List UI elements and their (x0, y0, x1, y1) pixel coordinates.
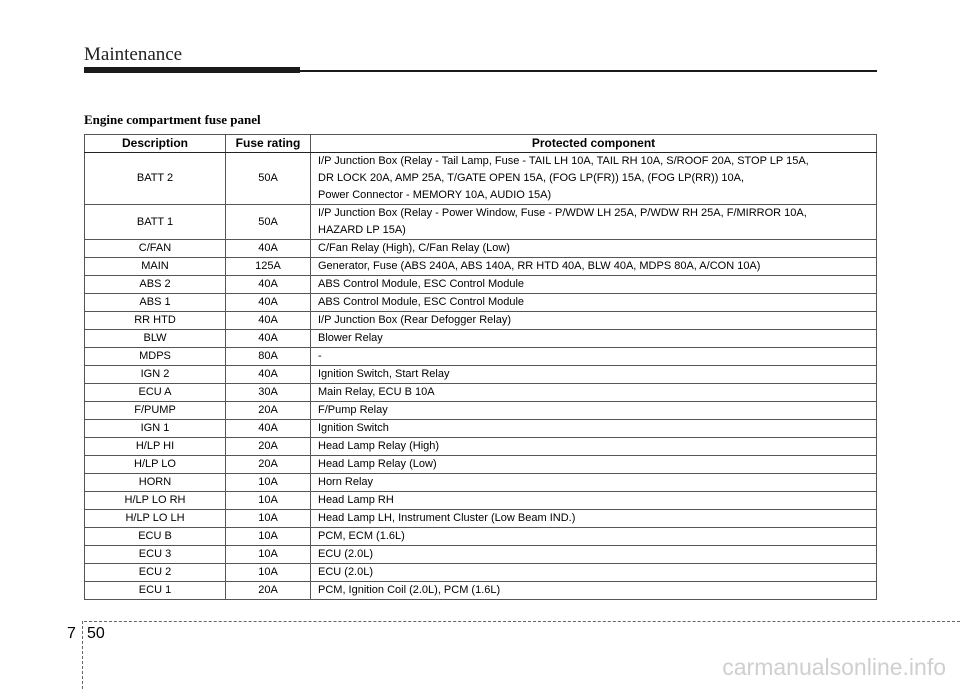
protected-component (311, 205, 877, 240)
fuse-description: IGN 2 (85, 366, 226, 384)
table-row (85, 276, 877, 294)
page-number: 50 (87, 625, 105, 642)
table-row (85, 153, 877, 205)
table-row (85, 402, 877, 420)
protected-component (311, 582, 877, 600)
protected-component-line: I/P Junction Box (Relay - Tail Lamp, Fuse - TAIL LH 10A, TAIL RH 10A, S/ROOF 20A, STOP LP 15A, (318, 155, 809, 167)
protected-component (311, 456, 877, 474)
table-row (85, 348, 877, 366)
fuse-rating: 40A (226, 240, 311, 258)
protected-component-line: Blower Relay (318, 332, 383, 344)
protected-component-line: - (318, 350, 322, 362)
protected-component-line: ECU (2.0L) (318, 566, 374, 578)
protected-component-line: F/Pump Relay (318, 404, 388, 416)
fuse-description: H/LP LO (85, 456, 226, 474)
protected-component (311, 474, 877, 492)
protected-component (311, 258, 877, 276)
table-row (85, 582, 877, 600)
fuse-rating: 40A (226, 366, 311, 384)
protected-component (311, 546, 877, 564)
protected-component-line: Head Lamp Relay (Low) (318, 458, 437, 470)
protected-component-line: Generator, Fuse (ABS 240A, ABS 140A, RR HTD 40A, BLW 40A, MDPS 80A, A/CON 10A) (318, 260, 761, 272)
protected-component (311, 312, 877, 330)
table-row (85, 528, 877, 546)
protected-component-line: Main Relay, ECU B 10A (318, 386, 435, 398)
column-header-description: Description (85, 135, 226, 153)
fuse-table (84, 134, 877, 600)
fuse-rating: 20A (226, 582, 311, 600)
table-row (85, 384, 877, 402)
fuse-rating: 10A (226, 564, 311, 582)
protected-component-line: Ignition Switch (318, 422, 389, 434)
fuse-description: MDPS (85, 348, 226, 366)
table-row (85, 330, 877, 348)
section-title: Engine compartment fuse panel (84, 112, 261, 127)
fuse-description: BATT 2 (85, 153, 226, 205)
table-row (85, 366, 877, 384)
fuse-rating: 30A (226, 384, 311, 402)
fuse-rating: 40A (226, 312, 311, 330)
fuse-rating: 10A (226, 510, 311, 528)
watermark: carmanualsonline.info (722, 654, 946, 680)
fuse-description: HORN (85, 474, 226, 492)
protected-component-line: Head Lamp Relay (High) (318, 440, 440, 452)
chapter-number: 7 (67, 625, 76, 642)
table-row (85, 546, 877, 564)
fuse-description: H/LP LO RH (85, 492, 226, 510)
protected-component-line: DR LOCK 20A, AMP 25A, T/GATE OPEN 15A, (FOG LP(FR)) 15A, (FOG LP(RR)) 10A, (318, 172, 745, 184)
fuse-description: H/LP HI (85, 438, 226, 456)
protected-component (311, 438, 877, 456)
fuse-rating: 10A (226, 474, 311, 492)
protected-component (311, 402, 877, 420)
fuse-description: ECU B (85, 528, 226, 546)
header-rule (300, 70, 877, 72)
protected-component (311, 348, 877, 366)
table-row (85, 510, 877, 528)
footer-rule (84, 621, 960, 622)
fuse-rating: 50A (226, 153, 311, 205)
fuse-description: MAIN (85, 258, 226, 276)
header-bar (84, 67, 300, 73)
fuse-description: ECU 1 (85, 582, 226, 600)
protected-component (311, 420, 877, 438)
protected-component-line: Head Lamp RH (318, 494, 394, 506)
fuse-description: RR HTD (85, 312, 226, 330)
table-row (85, 258, 877, 276)
protected-component (311, 384, 877, 402)
column-header-protected-component: Protected component (311, 135, 877, 153)
protected-component (311, 510, 877, 528)
fuse-rating: 50A (226, 205, 311, 240)
table-row (85, 205, 877, 240)
protected-component (311, 153, 877, 205)
protected-component-line: PCM, ECM (1.6L) (318, 530, 405, 542)
table-header-row (85, 135, 877, 153)
fuse-rating: 125A (226, 258, 311, 276)
fuse-rating: 10A (226, 546, 311, 564)
protected-component (311, 276, 877, 294)
protected-component-line: Ignition Switch, Start Relay (318, 368, 450, 380)
fuse-rating: 20A (226, 438, 311, 456)
table-row (85, 312, 877, 330)
protected-component-line: Horn Relay (318, 476, 374, 488)
footer-divider (82, 621, 83, 689)
fuse-rating: 10A (226, 492, 311, 510)
table-row (85, 294, 877, 312)
table-row (85, 456, 877, 474)
fuse-rating: 20A (226, 456, 311, 474)
protected-component-line: PCM, Ignition Coil (2.0L), PCM (1.6L) (318, 584, 501, 596)
fuse-description: ECU 3 (85, 546, 226, 564)
fuse-rating: 10A (226, 528, 311, 546)
protected-component-line: ABS Control Module, ESC Control Module (318, 278, 525, 290)
fuse-description: F/PUMP (85, 402, 226, 420)
fuse-description: ABS 1 (85, 294, 226, 312)
protected-component-line: HAZARD LP 15A) (318, 224, 406, 236)
fuse-description: C/FAN (85, 240, 226, 258)
fuse-description: IGN 1 (85, 420, 226, 438)
protected-component (311, 294, 877, 312)
fuse-description: ECU 2 (85, 564, 226, 582)
page-header-title: Maintenance (84, 44, 183, 65)
fuse-rating: 40A (226, 330, 311, 348)
fuse-description: ABS 2 (85, 276, 226, 294)
protected-component (311, 240, 877, 258)
protected-component (311, 528, 877, 546)
fuse-rating: 40A (226, 420, 311, 438)
protected-component-line: I/P Junction Box (Relay - Power Window, Fuse - P/WDW LH 25A, P/WDW RH 25A, F/MIRROR 10A, (318, 207, 807, 219)
protected-component-line: C/Fan Relay (High), C/Fan Relay (Low) (318, 242, 510, 254)
protected-component (311, 366, 877, 384)
protected-component-line: ECU (2.0L) (318, 548, 374, 560)
protected-component (311, 564, 877, 582)
table-row (85, 240, 877, 258)
protected-component-line: Head Lamp LH, Instrument Cluster (Low Beam IND.) (318, 512, 576, 524)
protected-component (311, 330, 877, 348)
table-row (85, 420, 877, 438)
table-row (85, 438, 877, 456)
column-header-fuse-rating: Fuse rating (226, 135, 311, 153)
protected-component (311, 492, 877, 510)
table-row (85, 474, 877, 492)
protected-component-line: ABS Control Module, ESC Control Module (318, 296, 525, 308)
protected-component-line: I/P Junction Box (Rear Defogger Relay) (318, 314, 511, 326)
fuse-description: ECU A (85, 384, 226, 402)
fuse-description: H/LP LO LH (85, 510, 226, 528)
fuse-rating: 40A (226, 276, 311, 294)
fuse-rating: 20A (226, 402, 311, 420)
fuse-rating: 80A (226, 348, 311, 366)
protected-component-line: Power Connector - MEMORY 10A, AUDIO 15A) (318, 189, 552, 201)
fuse-description: BLW (85, 330, 226, 348)
table-row (85, 492, 877, 510)
fuse-rating: 40A (226, 294, 311, 312)
fuse-description: BATT 1 (85, 205, 226, 240)
table-row (85, 564, 877, 582)
fuse-table-body (85, 153, 877, 600)
